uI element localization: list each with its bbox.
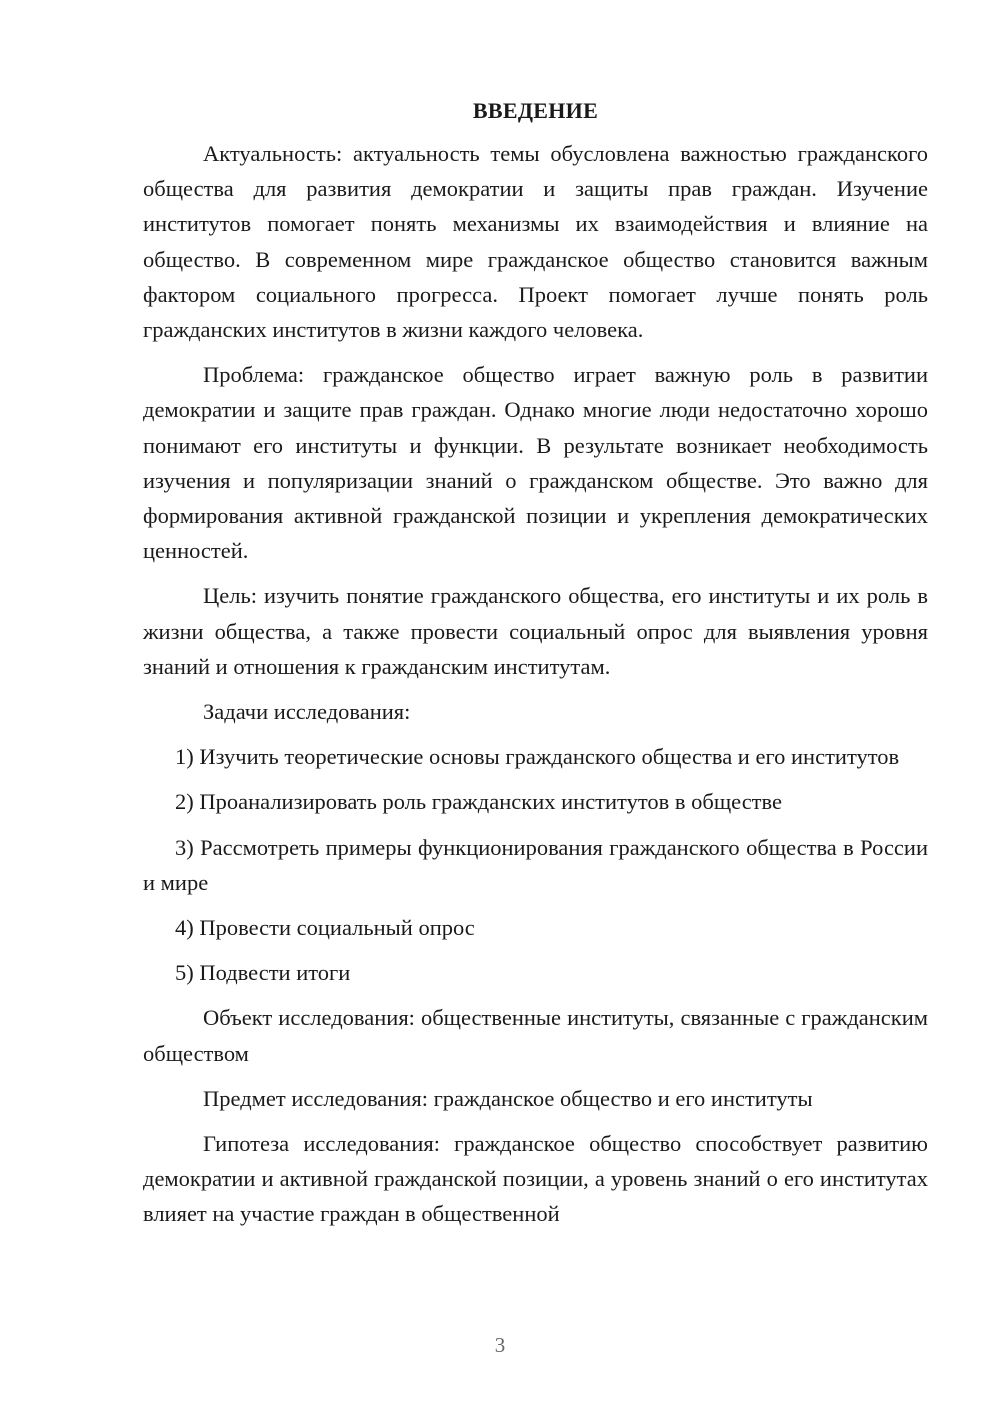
- page-number: 3: [494, 1333, 506, 1357]
- tasks-title: Задачи исследования:: [203, 699, 411, 725]
- task-item: 2) Проанализировать роль гражданских институтов в обществе: [175, 789, 782, 815]
- problem-paragraph: Проблема: гражданское общество играет важную роль в развитии демократии и защите прав граждан. Однако многие люди недостаточно хорошо понимают его институты и функции. В результате возникает необходимость изучения и популяризации знаний о гражданском обществе. Это важно для формирования активной гражданской позиции и укрепления демократических ценностей.: [143, 362, 928, 564]
- relevance-paragraph: Актуальность: актуальность темы обусловлена важностью гражданского общества для развития демократии и защиты прав граждан. Изучение институтов помогает понять механизмы их взаимодействия и влияние на общество. В современном мире гражданское общество становится важным фактором социального прогресса. Проект помогает лучше понять роль гражданских институтов в жизни каждого человека.: [143, 141, 928, 343]
- task-item: 3) Рассмотреть примеры функционирования гражданского общества в России и мире: [143, 834, 928, 895]
- object-paragraph: Объект исследования: общественные институты, связанные с гражданским обществом: [143, 1005, 928, 1066]
- task-item: 4) Провести социальный опрос: [175, 915, 475, 941]
- task-item: 5) Подвести итоги: [175, 960, 351, 986]
- task-item: 1) Изучить теоретические основы гражданского общества и его институтов: [175, 744, 900, 770]
- section-heading: ВВЕДЕНИЕ: [472, 98, 599, 123]
- goal-paragraph: Цель: изучить понятие гражданского общества, его институты и их роль в жизни общества, а также провести социальный опрос для выявления уровня знаний и отношения к гражданским институтам.: [143, 583, 928, 679]
- document-page: [143, 96, 928, 1242]
- subject-paragraph: Предмет исследования: гражданское общество и его институты: [203, 1085, 813, 1111]
- hypothesis-paragraph: Гипотеза исследования: гражданское общество способствует развитию демократии и активной гражданской позиции, а уровень знаний о его институтах влияет на участие граждан в общественной: [143, 1131, 928, 1227]
